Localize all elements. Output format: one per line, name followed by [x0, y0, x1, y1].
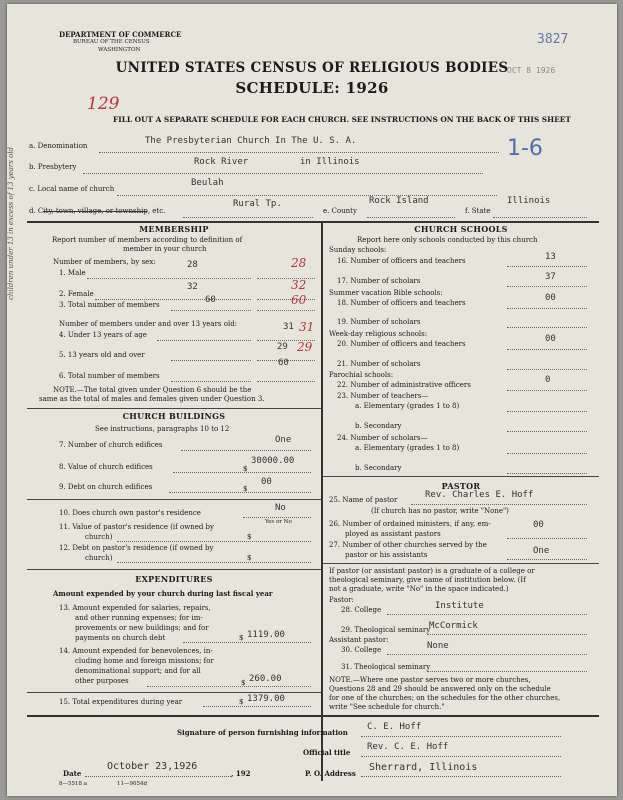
state-value: Illinois — [507, 196, 551, 206]
q15-label: 15. Total expenditures during year — [59, 698, 183, 706]
q29-value: McCormick — [429, 621, 478, 631]
q15-dollar: $ — [239, 698, 244, 706]
county-value: Rock Island — [369, 196, 429, 206]
q13-dollar: $ — [239, 634, 244, 642]
q21-label: 21. Number of scholars — [337, 360, 421, 368]
q2-label: 2. Female — [59, 290, 94, 298]
date-value: October 23,1926 — [107, 761, 198, 772]
q13-line-b: and other running expenses; for im- — [75, 614, 203, 622]
county-label: e. County — [323, 207, 357, 215]
q30-value: None — [427, 641, 449, 651]
pastor-note-d: write "See schedule for church." — [329, 703, 445, 711]
q25-hint: (If church has no pastor, write "None") — [371, 507, 509, 515]
q5-typed: 29 — [277, 342, 288, 352]
official-title-label: Official title — [303, 748, 351, 757]
q26-line-b: ployed as assistant pastors — [345, 530, 441, 538]
q3-hand: 60 — [291, 293, 307, 307]
q28-label: 28. College — [341, 606, 382, 614]
assistant-label: Assistant pastor: — [329, 636, 389, 644]
received-stamp: OCT 8 1926 — [507, 66, 556, 75]
q1-hand: 28 — [291, 256, 307, 270]
q10-hint: Yes or No — [265, 519, 292, 525]
expenditures-sub: Amount expended by your church during last fiscal year — [53, 589, 273, 598]
membership-note-2: member in your church — [123, 245, 207, 253]
q16-value: 13 — [545, 252, 556, 262]
q9-value: 00 — [261, 477, 272, 487]
grad-note-a: If pastor (or assistant pastor) is a graduate of a college or — [329, 567, 535, 575]
q28-value: Institute — [435, 601, 484, 611]
q14-line-c: denominational support; and for all — [75, 667, 201, 675]
summer-label: Summer vacation Bible schools: — [329, 289, 443, 297]
po-value: Sherrard, Illinois — [369, 762, 478, 773]
membership-note-1: Report number of members according to definition of — [52, 236, 243, 244]
q9-label: 9. Debt on church edifices — [59, 483, 153, 491]
q13-line-c: provements or new buildings; and for — [75, 624, 209, 632]
q14-line-a: 14. Amount expended for benevolences, in- — [59, 647, 213, 655]
q6-label: 6. Total number of members — [59, 372, 160, 380]
handwritten-number: 129 — [87, 94, 120, 114]
city-value: Rural Tp. — [233, 199, 282, 209]
q2-typed: 32 — [187, 282, 198, 292]
q12-label-b: church) — [85, 554, 113, 562]
q10-value: No — [275, 503, 286, 513]
denomination-value: The Presbyterian Church In The U. S. A. — [145, 136, 357, 146]
q6-value: 60 — [278, 358, 289, 368]
local-name-label: c. Local name of church — [29, 185, 115, 193]
q12-dollar: $ — [247, 554, 252, 562]
po-label: P. O. Address — [305, 769, 356, 778]
q5-label: 5. 13 years old and over — [59, 351, 145, 359]
grad-note-b: theological seminary, give name of institution below. (If — [329, 576, 526, 584]
q13-value: 1119.00 — [247, 630, 285, 640]
local-name-value: Beulah — [191, 178, 224, 188]
q14-line-d: other purposes — [75, 677, 129, 685]
q20-label: 20. Number of officers and teachers — [337, 340, 466, 348]
census-schedule-sheet — [7, 4, 617, 796]
q18-value: 00 — [545, 293, 556, 303]
year-suffix: , 192 — [231, 769, 251, 778]
city-label-field: d. City, town, village, or township, etc. — [29, 207, 166, 215]
q25-label: 25. Name of pastor — [329, 496, 398, 504]
pastor-note-a: NOTE.—Where one pastor serves two or more churches, — [329, 676, 531, 684]
form-code-1: 8—5518 a — [59, 781, 88, 787]
q14-value: 260.00 — [249, 674, 282, 684]
q23b-label: b. Secondary — [355, 422, 402, 430]
q19-label: 19. Number of scholars — [337, 318, 421, 326]
pastor-note-c: for one of the churches; on the schedules for the other churches, — [329, 694, 561, 702]
q15-value: 1379.00 — [247, 694, 285, 704]
q17-label: 17. Number of scholars — [337, 277, 421, 285]
q24a-label: a. Elementary (grades 1 to 8) — [355, 444, 460, 452]
city-label: WASHINGTON — [98, 47, 141, 53]
margin-note: children under 13 in excess of 13 years old — [7, 146, 15, 300]
date-label: Date — [63, 769, 82, 778]
form-title: UNITED STATES CENSUS OF RELIGIOUS BODIES — [115, 60, 509, 76]
q9-dollar: $ — [243, 485, 248, 493]
weekday-label: Week-day religious schools: — [329, 330, 428, 338]
q27-line-a: 27. Number of other churches served by the — [329, 541, 487, 549]
q26-value: 00 — [533, 520, 544, 530]
q11-label-b: church) — [85, 533, 113, 541]
q5-hand: 29 — [297, 340, 313, 354]
q14-dollar: $ — [241, 679, 246, 687]
q8-dollar: $ — [243, 465, 248, 473]
q24b-label: b. Secondary — [355, 464, 402, 472]
q12-label-a: 12. Debt on pastor's residence (if owned by — [59, 544, 214, 552]
document-number: 3827 — [537, 32, 569, 47]
code-mark: 1-6 — [507, 136, 543, 161]
form-code-2: 11—9054d — [117, 781, 148, 787]
signature-label: Signature of person furnishing information — [177, 728, 348, 737]
q22-label: 22. Number of administrative officers — [337, 381, 471, 389]
age-breakdown-label: Number of members under and over 13 years old: — [59, 320, 238, 328]
state-label: f. State — [465, 207, 491, 215]
q7-label: 7. Number of church edifices — [59, 441, 163, 449]
presbytery-label: b. Presbytery — [29, 163, 77, 171]
grad-note-c: not a graduate, write "No" in the space indicated.) — [329, 585, 509, 593]
q3-typed: 60 — [205, 295, 216, 305]
bureau-label: BUREAU OF THE CENSUS — [73, 39, 150, 45]
expenditures-title: EXPENDITURES — [135, 574, 213, 584]
parochial-label: Parochial schools: — [329, 371, 394, 379]
buildings-sub: See instructions, paragraphs 10 to 12 — [95, 425, 230, 433]
buildings-title: CHURCH BUILDINGS — [122, 411, 226, 421]
membership-title: MEMBERSHIP — [139, 224, 209, 234]
q18-label: 18. Number of officers and teachers — [337, 299, 466, 307]
instruction-line: FILL OUT A SEPARATE SCHEDULE FOR EACH CHURCH. SEE INSTRUCTIONS ON THE BACK OF THIS SHEET — [113, 115, 571, 124]
signature-value: C. E. Hoff — [367, 722, 422, 732]
q23a-label: a. Elementary (grades 1 to 8) — [355, 402, 460, 410]
q7-value: One — [275, 435, 292, 445]
q13-line-a: 13. Amount expended for salaries, repairs, — [59, 604, 211, 612]
q20-value: 00 — [545, 334, 556, 344]
form-subtitle: SCHEDULE: 1926 — [235, 79, 389, 97]
q11-dollar: $ — [247, 533, 252, 541]
members-by-sex-label: Number of members, by sex: — [53, 258, 156, 266]
official-title-value: Rev. C. E. Hoff — [367, 742, 449, 752]
q2-hand: 32 — [291, 278, 307, 292]
q26-line-a: 26. Number of ordained ministers, if any, em- — [329, 520, 491, 528]
q27-value: One — [533, 546, 550, 556]
q29-label: 29. Theological seminary — [341, 626, 431, 634]
q30-label: 30. College — [341, 646, 382, 654]
q10-label: 10. Does church own pastor's residence — [59, 509, 201, 517]
q4-label: 4. Under 13 years of age — [59, 331, 147, 339]
q1-label: 1. Male — [59, 269, 86, 277]
schools-title: CHURCH SCHOOLS — [414, 224, 508, 234]
q22-value: 0 — [545, 375, 551, 385]
pastor-sub-label: Pastor: — [329, 596, 354, 604]
q1-typed: 28 — [187, 260, 198, 270]
q3-label: 3. Total number of members — [59, 301, 160, 309]
q27-line-b: pastor or his assistants — [345, 551, 428, 559]
q11-label-a: 11. Value of pastor's residence (if owned by — [59, 523, 214, 531]
q14-line-b: cluding home and foreign missions; for — [75, 657, 214, 665]
membership-note-a: NOTE.—The total given under Question 6 should be the — [53, 386, 252, 394]
sunday-label: Sunday schools: — [329, 246, 387, 254]
q4-typed: 31 — [283, 322, 294, 332]
presbytery-state: in Illinois — [300, 157, 360, 167]
q16-label: 16. Number of officers and teachers — [337, 257, 466, 265]
denomination-label: a. Denomination — [29, 142, 88, 150]
q23-label: 23. Number of teachers— — [337, 392, 429, 400]
q8-label: 8. Value of church edifices — [59, 463, 153, 471]
schools-sub: Report here only schools conducted by this church — [357, 236, 538, 244]
q4-hand: 31 — [299, 320, 315, 334]
q8-value: 30000.00 — [251, 456, 295, 466]
q31-label: 31. Theological seminary — [341, 663, 431, 671]
q13-line-d: payments on church debt — [75, 634, 166, 642]
q24-label: 24. Number of scholars— — [337, 434, 428, 442]
pastor-note-b: Questions 28 and 29 should be answered only on the schedule — [329, 685, 551, 693]
pastor-title: PASTOR — [441, 481, 481, 491]
q17-value: 37 — [545, 272, 556, 282]
presbytery-value: Rock River — [194, 157, 249, 167]
dept-label: DEPARTMENT OF COMMERCE — [59, 30, 182, 39]
membership-note-b: same as the total of males and females given under Question 3. — [39, 395, 265, 403]
q25-value: Rev. Charles E. Hoff — [425, 490, 534, 500]
